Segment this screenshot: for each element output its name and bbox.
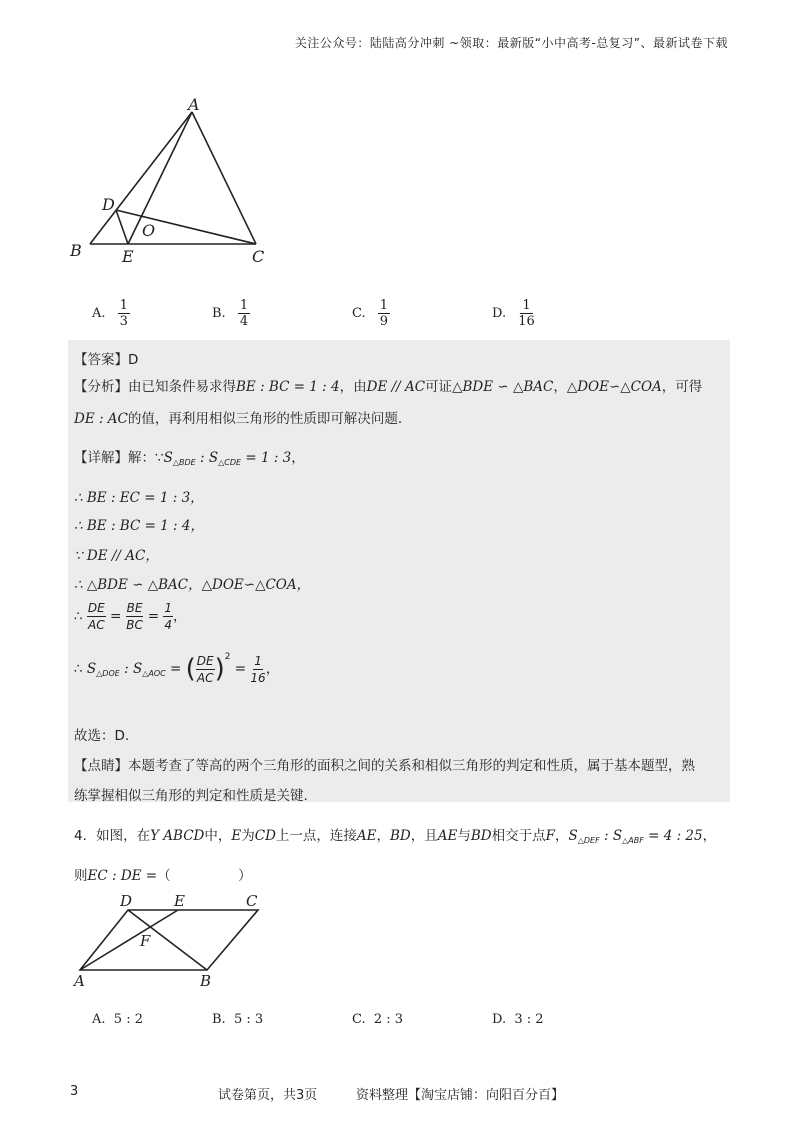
triangle-figure [62, 92, 282, 267]
label-e: E [174, 892, 185, 910]
option-c[interactable] [352, 298, 390, 329]
label-a: A [188, 95, 200, 114]
label-c: C [252, 247, 265, 266]
option-a[interactable] [92, 298, 130, 329]
option-a-fraction: $\frac{1}{3}$ [119, 298, 128, 329]
analysis-line-2: DE : AC的值，再利用相似三角形的性质即可解决问题. [74, 411, 403, 427]
q4-option-a[interactable]: A. 5 : 2 [92, 1012, 143, 1027]
detail-line-7: ∴ $S_{\triangle DOE}$ : $S_{\triangle AOC}$ = ( $\frac{DE}{AC}$ )$^2$ = $\frac{1}{16}$ ， [74, 652, 280, 685]
label-b: B [200, 972, 212, 988]
footer-right: 资料整理【淘宝店铺：向阳百分百】 [356, 1088, 565, 1103]
label-o: O [142, 221, 156, 240]
label-a: A [74, 972, 85, 988]
detail-line-6: ∴ $\frac{DE}{AC}$ = $\frac{BE}{BC}$ = $\frac{1}{4}$ ， [74, 601, 187, 632]
page-number: 3 [70, 1084, 79, 1099]
option-d-fraction: $\frac{1}{16}$ [518, 298, 535, 329]
q4-option-d[interactable]: D. 3 : 2 [492, 1012, 544, 1027]
label-d: D [102, 195, 115, 214]
option-b-letter: B. [212, 306, 226, 321]
q4-stem-line-1: 4．如图，在Y ABCD中，E为CD上一点，连接AE，BD，且AE与BD相交于点F，$S_{\triangle DEF}$ : $S_{\triangle ABF} = 4$ : 25， [74, 828, 717, 845]
page-header: 关注公众号：陆陆高分冲刺 ~领取：最新版“小中高考-总复习”、最新试卷下载 [294, 36, 728, 50]
option-b-fraction: $\frac{1}{4}$ [239, 298, 249, 329]
choice-line: 故选：D. [74, 728, 130, 744]
label-c: C [246, 892, 258, 910]
detail-line-4: ∵ DE // AC， [74, 548, 159, 564]
option-a-letter: A. [92, 306, 106, 321]
detail-line-1: 【详解】解：$\because S_{\triangle BDE}$ : $S_{\triangle CDE} = 1$ : 3， [74, 450, 305, 467]
detail-line-5: ∴ △BDE ∽ △BAC，△DOE∽△COA， [74, 577, 311, 593]
detail-line-3: ∴ BE : BC = 1 : 4， [74, 518, 204, 534]
comment-line-1: 【点睛】本题考查了等高的两个三角形的面积之间的关系和相似三角形的判定和性质，属于基本题型，熟 [74, 758, 695, 774]
footer-center: 试卷第页，共3页 [218, 1088, 318, 1103]
comment-line-2: 练掌握相似三角形的判定和性质是关键. [74, 788, 308, 804]
option-d[interactable] [492, 298, 535, 329]
detail-line-2: ∴ BE : EC = 1 : 3， [74, 490, 204, 506]
label-f: F [140, 932, 151, 950]
option-c-letter: C. [352, 306, 366, 321]
label-e: E [122, 247, 134, 266]
q4-option-b[interactable]: B. 5 : 3 [212, 1012, 264, 1027]
q4-stem-line-2: 则EC : DE =（ ） [74, 868, 252, 884]
q4-option-c[interactable]: C. 2 : 3 [352, 1012, 404, 1027]
answer-line: 【答案】D [74, 352, 139, 368]
option-d-letter: D. [492, 306, 507, 321]
option-c-fraction: $\frac{1}{9}$ [379, 298, 389, 329]
label-d: D [120, 892, 133, 910]
parallelogram-figure [70, 888, 270, 988]
option-b[interactable] [212, 298, 250, 329]
analysis-line: 【分析】由已知条件易求得BE : BC = 1 : 4，由DE // AC可证△BDE ∽ △BAC，△DOE∽△COA，可得 [74, 379, 703, 395]
label-b: B [70, 241, 82, 260]
